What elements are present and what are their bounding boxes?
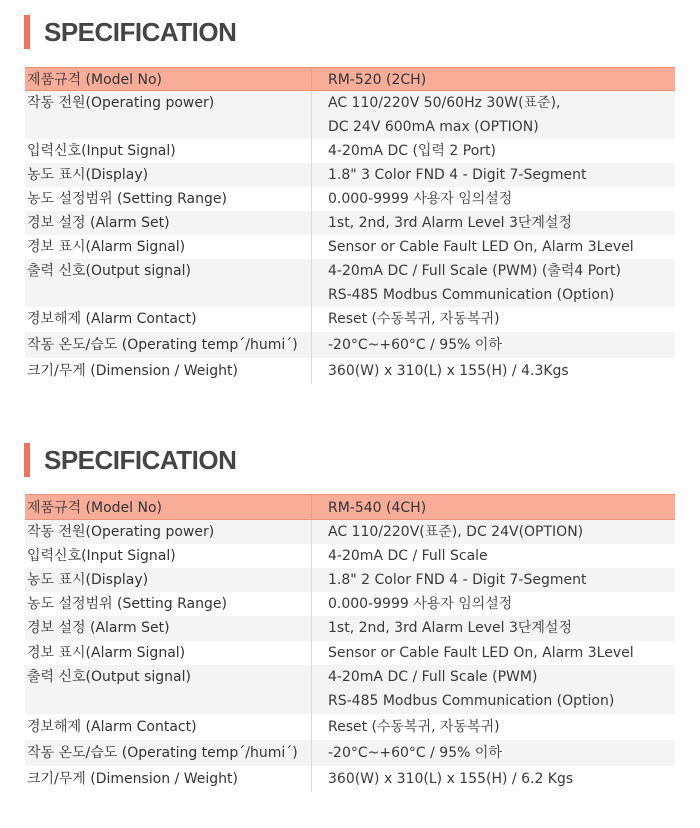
spec-value-line: 0.000-9999 사용자 임의설정: [328, 191, 513, 207]
spec-value-line: 4-20mA DC / Full Scale (PWM) (출력4 Port): [328, 263, 621, 279]
table-row: [25, 520, 675, 544]
table-row: [25, 714, 675, 740]
spec-label: [25, 235, 312, 259]
spec-value-line: 1.8" 2 Color FND 4 - Digit 7-Segment: [328, 572, 587, 588]
spec-label: [25, 358, 312, 384]
spec-value: [312, 163, 675, 187]
spec-label-text: 입력신호(Input Signal): [27, 548, 176, 564]
spec-value: [312, 766, 675, 792]
table-header-row: [25, 494, 675, 520]
accent-bar: [24, 443, 30, 477]
spec-label: [25, 641, 312, 665]
table-row: [25, 641, 675, 665]
spec-value-line: 0.000-9999 사용자 임의설정: [328, 596, 513, 612]
table-row: [25, 91, 675, 139]
spec-value: [312, 139, 675, 163]
table-row: [25, 187, 675, 211]
spec-label-text: 출력 신호(Output signal): [27, 263, 191, 279]
spec-label: [25, 544, 312, 568]
spec-value: [312, 68, 675, 90]
spec-label: [25, 211, 312, 235]
spec-label: [25, 187, 312, 211]
table-row: [25, 592, 675, 616]
spec-label: [25, 163, 312, 187]
spec-label-text: 경보 표시(Alarm Signal): [27, 239, 186, 255]
spec-label: [25, 68, 312, 90]
table-row: [25, 163, 675, 187]
table-row: [25, 568, 675, 592]
spec-label: [25, 495, 312, 519]
spec-table: [25, 67, 675, 384]
spec-value-line: 4-20mA DC (입력 2 Port): [328, 143, 496, 159]
spec-label: [25, 740, 312, 766]
section-title: SPECIFICATION: [44, 16, 237, 47]
spec-value-line: AC 110/220V 50/60Hz 30W(표준),: [328, 95, 561, 111]
spec-value-line: 4-20mA DC / Full Scale: [328, 548, 488, 564]
spec-label-text: 경보 설정 (Alarm Set): [27, 620, 170, 636]
spec-label: [25, 307, 312, 332]
spec-value: [312, 235, 675, 259]
table-header-row: [25, 67, 675, 91]
table-row: [25, 332, 675, 358]
spec-label-text: 작동 전원(Operating power): [27, 95, 215, 111]
spec-label-text: 작동 온도/습도 (Operating temp´/humi´): [27, 337, 298, 353]
spec-value-line: 1st, 2nd, 3rd Alarm Level 3단계설정: [328, 620, 572, 636]
spec-label-text: 크기/무게 (Dimension / Weight): [27, 771, 238, 787]
table-row: [25, 235, 675, 259]
spec-value: [312, 211, 675, 235]
spec-label-text: 농도 표시(Display): [27, 167, 149, 183]
spec-label: [25, 766, 312, 792]
spec-value-line: Reset (수동복귀, 자동복귀): [328, 719, 500, 735]
spec-label: [25, 139, 312, 163]
spec-label-text: 경보해제 (Alarm Contact): [27, 719, 197, 735]
section-heading: [24, 445, 236, 475]
spec-value: [312, 641, 675, 665]
spec-label-text: 경보해제 (Alarm Contact): [27, 311, 197, 327]
spec-value-line: 4-20mA DC / Full Scale (PWM): [328, 669, 538, 685]
table-row: [25, 307, 675, 332]
spec-label: [25, 592, 312, 616]
spec-value-line: RS-485 Modbus Communication (Option): [328, 693, 615, 709]
spec-value-line: DC 24V 600mA max (OPTION): [328, 119, 539, 135]
spec-value-line: 360(W) x 310(L) x 155(H) / 4.3Kgs: [328, 363, 569, 379]
spec-value: [312, 307, 675, 332]
table-row: [25, 358, 675, 384]
spec-value: [312, 665, 675, 714]
spec-value-line: 1.8" 3 Color FND 4 - Digit 7-Segment: [328, 167, 587, 183]
spec-value: [312, 568, 675, 592]
spec-value-line: 360(W) x 310(L) x 155(H) / 6.2 Kgs: [328, 771, 574, 787]
spec-value: [312, 91, 675, 139]
spec-label: [25, 259, 312, 307]
spec-value: [312, 714, 675, 740]
spec-label-text: 제품규격 (Model No): [27, 500, 162, 516]
spec-value-line: RM-520 (2CH): [328, 72, 427, 88]
spec-label-text: 농도 설정범위 (Setting Range): [27, 191, 227, 207]
spec-label-text: 작동 전원(Operating power): [27, 524, 215, 540]
table-row: [25, 665, 675, 714]
spec-label: [25, 568, 312, 592]
spec-label: [25, 714, 312, 740]
spec-value-line: -20°C~+60°C / 95% 이하: [328, 745, 502, 761]
table-row: [25, 616, 675, 641]
spec-value-line: Reset (수동복귀, 자동복귀): [328, 311, 500, 327]
spec-label: [25, 616, 312, 641]
spec-value: [312, 187, 675, 211]
spec-value: [312, 592, 675, 616]
spec-value: [312, 495, 675, 519]
spec-label-text: 농도 설정범위 (Setting Range): [27, 596, 227, 612]
spec-value-line: -20°C~+60°C / 95% 이하: [328, 337, 502, 353]
section-heading: [24, 17, 236, 47]
accent-bar: [24, 15, 30, 49]
spec-label-text: 경보 설정 (Alarm Set): [27, 215, 170, 231]
spec-value: [312, 544, 675, 568]
spec-label: [25, 520, 312, 544]
section-title: SPECIFICATION: [44, 444, 237, 475]
spec-label-text: 작동 온도/습도 (Operating temp´/humi´): [27, 745, 298, 761]
spec-value: [312, 332, 675, 358]
spec-value-line: RM-540 (4CH): [328, 500, 427, 516]
table-row: [25, 740, 675, 766]
table-row: [25, 766, 675, 792]
spec-label-text: 크기/무게 (Dimension / Weight): [27, 363, 238, 379]
spec-label-text: 출력 신호(Output signal): [27, 669, 191, 685]
table-row: [25, 139, 675, 163]
spec-label: [25, 665, 312, 714]
table-row: [25, 544, 675, 568]
table-row: [25, 211, 675, 235]
spec-value-line: Sensor or Cable Fault LED On, Alarm 3Level: [328, 645, 634, 661]
spec-label-text: 농도 표시(Display): [27, 572, 149, 588]
spec-label: [25, 332, 312, 358]
spec-value: [312, 259, 675, 307]
spec-value: [312, 520, 675, 544]
spec-label-text: 경보 표시(Alarm Signal): [27, 645, 186, 661]
spec-value-line: Sensor or Cable Fault LED On, Alarm 3Level: [328, 239, 634, 255]
spec-value: [312, 740, 675, 766]
table-row: [25, 259, 675, 307]
spec-label: [25, 91, 312, 139]
spec-label-text: 제품규격 (Model No): [27, 72, 162, 88]
spec-label-text: 입력신호(Input Signal): [27, 143, 176, 159]
spec-value-line: 1st, 2nd, 3rd Alarm Level 3단계설정: [328, 215, 572, 231]
spec-value: [312, 358, 675, 384]
spec-table: [25, 494, 675, 792]
spec-value-line: AC 110/220V(표준), DC 24V(OPTION): [328, 524, 584, 540]
spec-value-line: RS-485 Modbus Communication (Option): [328, 287, 615, 303]
spec-value: [312, 616, 675, 641]
